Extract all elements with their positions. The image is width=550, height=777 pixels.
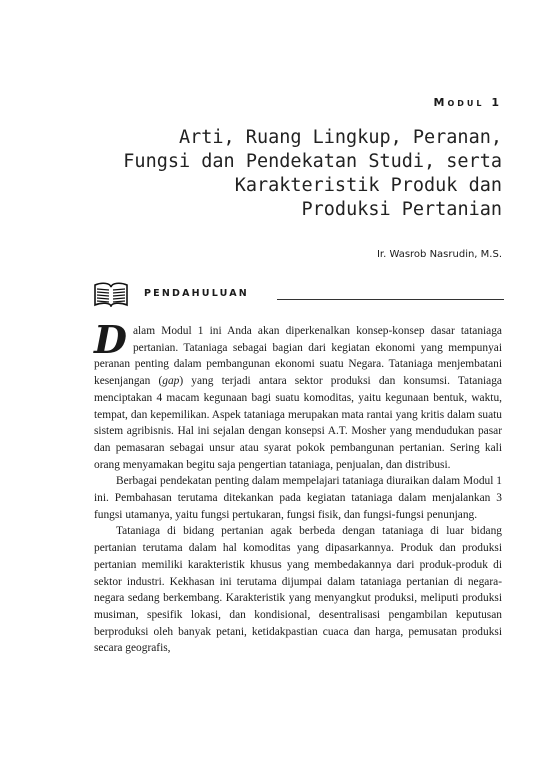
- title-line: Produksi Pertanian: [301, 199, 502, 220]
- author: Ir. Wasrob Nasrudin, M.S.: [376, 249, 502, 260]
- title-line: Arti, Ruang Lingkup, Peranan,: [178, 127, 502, 148]
- module-label: Modul 1: [433, 96, 502, 109]
- body-text: [94, 317, 502, 657]
- paragraph: [94, 317, 502, 473]
- chapter-title: [72, 126, 502, 222]
- paragraph-text: ) yang terjadi antara sektor produksi dan konsumsi. Tataniaga menciptakan 4 macam kegunaan bagi suatu komoditas, yaitu kegunaan bentuk, waktu, tempat, dan kepemilikan. Aspek tataniaga merupakan mata rantai yang kritis dalam suatu sistem agribisnis. Hal ini sejalan dengan konsepsi A.T. Mosher yang mendudukan pasar dan pemasaran sebagai unsur atau syarat pokok pembangunan pertanian. Sering kali orang menyamakan begitu saja pengertian tataniaga, penjualan, dan distribusi.: [94, 375, 502, 471]
- paragraph-text: alam Modul 1 ini Anda akan diperkenalkan konsep-konsep dasar tataniaga pertanian. Tataniaga sebagai bagian dari kegiatan ekonomi yang mempunyai peranan penting dalam pembangunan ekonomi suatu Negara. Tataniaga menjembatani kesenjangan (: [94, 325, 502, 388]
- title-line: Karakteristik Produk dan: [234, 175, 502, 196]
- section-heading: [94, 281, 504, 307]
- title-line: Fungsi dan Pendekatan Studi, serta: [123, 151, 502, 172]
- paragraph: Tataniaga di bidang pertanian agak berbeda dengan tataniaga di luar bidang pertanian terutama dalam hal komoditas yang dipasarkannya. Produk dan produksi pertanian memiliki karakteristik khusus yang membedakannya dari produk-produk di sektor industri. Kekhasan ini terutama dijumpai dalam tataniaga pertanian di negara-negara sedang berkembang. Karakteristik yang menyangkut produksi, meliputi produksi musiman, spesifik lokasi, dan kondisional, desentralisasi pengambilan keputusan berproduksi oleh banyak petani, ketidakpastian cuaca dan harga, pemusatan produksi secara geografis,: [94, 525, 502, 655]
- section-rule: [277, 299, 504, 300]
- drop-cap: D: [94, 317, 127, 362]
- paragraph: Berbagai pendekatan penting dalam mempelajari tataniaga diuraikan dalam Modul 1 ini. Pembahasan terutama ditekankan pada kegiatan tataniaga dalam menjalankan 3 fungsi utamanya, yaitu fungsi pertukaran, fungsi fisik, dan fungsi-fungsi penunjang.: [94, 475, 502, 521]
- paragraph-italic: gap: [162, 375, 180, 388]
- section-label: PENDAHULUAN: [144, 288, 249, 299]
- book-icon: [94, 281, 128, 307]
